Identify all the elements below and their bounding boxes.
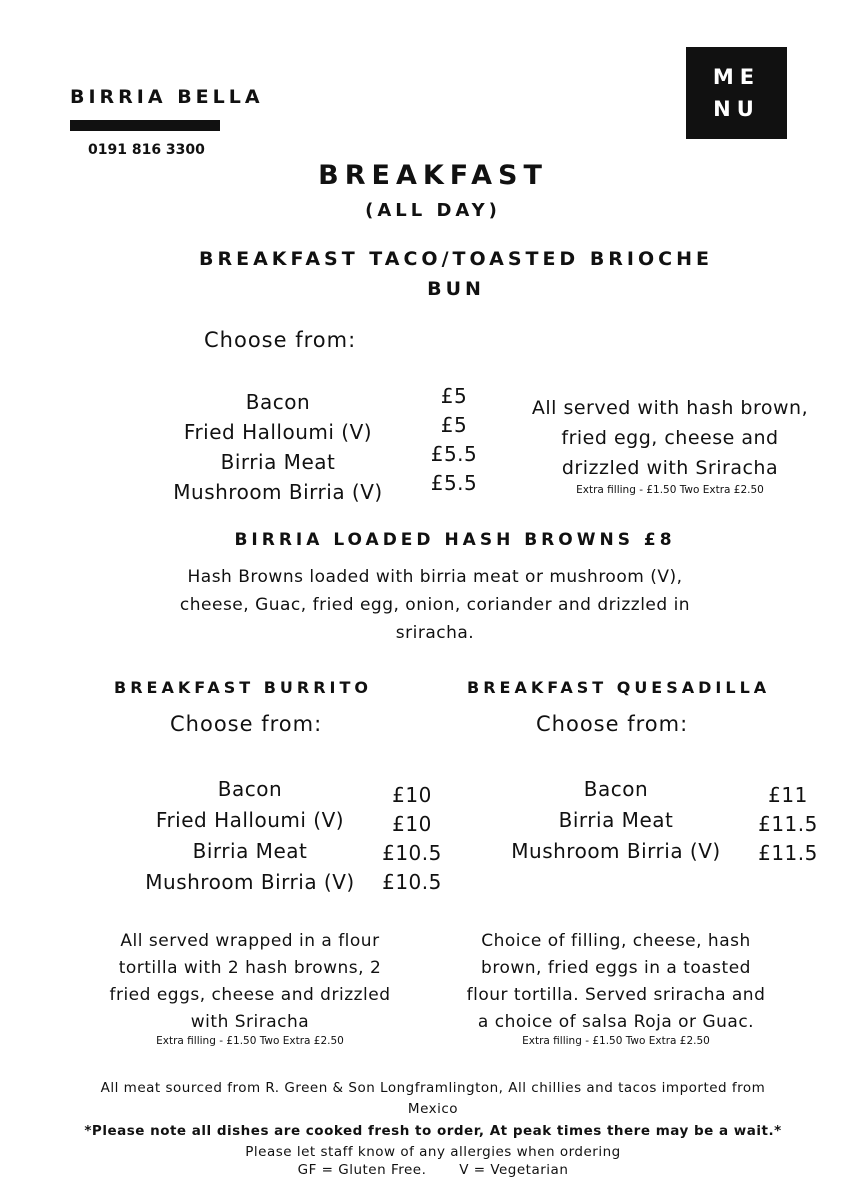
description-line: brown, fried eggs in a toasted [481, 958, 751, 978]
item-price: £11.5 [758, 841, 818, 865]
list-item: Bacon [583, 777, 649, 801]
taco-description [500, 393, 840, 483]
brand-underline [70, 120, 220, 131]
burrito-choose-label: Choose from: [170, 712, 323, 736]
page-subtitle: (ALL DAY) [365, 200, 501, 221]
taco-heading-line1: BREAKFAST TACO/TOASTED BRIOCHE [199, 248, 713, 270]
quesadilla-price-list [748, 781, 828, 868]
description-line: Hash Browns loaded with birria meat or mushroom (V), [187, 567, 683, 587]
burrito-price-list [372, 781, 452, 897]
description-line: All served with hash brown, [531, 397, 809, 419]
taco-choose-label: Choose from: [204, 328, 357, 352]
quesadilla-extra-note: Extra filling - £1.50 Two Extra £2.50 [522, 1035, 710, 1047]
quesadilla-heading: BREAKFAST QUESADILLA [467, 678, 771, 697]
brand-name: BIRRIA BELLA [70, 86, 264, 108]
item-price: £11 [768, 783, 808, 807]
description-line: flour tortilla. Served sriracha and [466, 985, 766, 1005]
list-item: Fried Halloumi (V) [155, 808, 345, 832]
item-price: £10 [392, 812, 432, 836]
list-item: Bacon [217, 777, 283, 801]
taco-price-list [418, 382, 490, 498]
item-price: £5.5 [430, 442, 478, 466]
gluten-free-legend: GF = Gluten Free. [297, 1162, 427, 1178]
diet-legend [0, 1162, 849, 1178]
taco-section-heading [0, 244, 849, 304]
taco-item-list [150, 387, 406, 507]
list-item: Bacon [245, 390, 311, 414]
description-line: drizzled with Sriracha [561, 457, 779, 479]
list-item: Mushroom Birria (V) [145, 870, 355, 894]
burrito-extra-note: Extra filling - £1.50 Two Extra £2.50 [156, 1035, 344, 1047]
list-item: Mushroom Birria (V) [173, 480, 383, 504]
menu-logo-box [686, 47, 787, 139]
taco-extra-note: Extra filling - £1.50 Two Extra £2.50 [576, 484, 764, 496]
quesadilla-item-list [486, 774, 746, 867]
item-price: £10.5 [382, 841, 442, 865]
list-item: Birria Meat [558, 808, 674, 832]
list-item: Mushroom Birria (V) [511, 839, 721, 863]
description-line: Choice of filling, cheese, hash [481, 931, 751, 951]
page-title: BREAKFAST [318, 160, 548, 191]
fresh-order-note: *Please note all dishes are cooked fresh to order, At peak times there may be a wait.* [84, 1123, 782, 1139]
item-price: £5 [440, 413, 468, 437]
sourcing-note [0, 1078, 849, 1120]
list-item: Fried Halloumi (V) [183, 420, 373, 444]
description-line: cheese, Guac, fried egg, onion, coriander and drizzled in [179, 595, 691, 615]
hash-browns-description [115, 563, 755, 647]
burrito-item-list [118, 774, 382, 898]
description-line: fried egg, cheese and [561, 427, 779, 449]
taco-heading-line2: BUN [427, 278, 485, 300]
menu-logo-line1: ME [712, 65, 761, 89]
item-price: £10 [392, 783, 432, 807]
phone-number: 0191 816 3300 [88, 142, 205, 158]
burrito-heading: BREAKFAST BURRITO [114, 678, 373, 697]
description-line: a choice of salsa Roja or Guac. [477, 1012, 755, 1032]
description-line: with Sriracha [190, 1012, 310, 1032]
hash-browns-heading: BIRRIA LOADED HASH BROWNS £8 [234, 530, 676, 550]
menu-logo-line2: NU [713, 97, 760, 121]
allergy-note: Please let staff know of any allergies when ordering [245, 1144, 621, 1160]
quesadilla-choose-label: Choose from: [536, 712, 689, 736]
description-line: sriracha. [395, 623, 475, 643]
item-price: £5 [440, 384, 468, 408]
item-price: £5.5 [430, 471, 478, 495]
item-price: £11.5 [758, 812, 818, 836]
item-price: £10.5 [382, 870, 442, 894]
description-line: All served wrapped in a flour [120, 931, 380, 951]
vegetarian-legend: V = Vegetarian [459, 1162, 569, 1178]
description-line: tortilla with 2 hash browns, 2 [118, 958, 382, 978]
burrito-description [72, 928, 428, 1036]
quesadilla-description [432, 928, 800, 1036]
sourcing-line1: All meat sourced from R. Green & Son Longframlington, All chillies and tacos imported from [100, 1080, 766, 1096]
description-line: fried eggs, cheese and drizzled [109, 985, 391, 1005]
sourcing-line2: Mexico [407, 1101, 459, 1117]
list-item: Birria Meat [192, 839, 308, 863]
list-item: Birria Meat [220, 450, 336, 474]
